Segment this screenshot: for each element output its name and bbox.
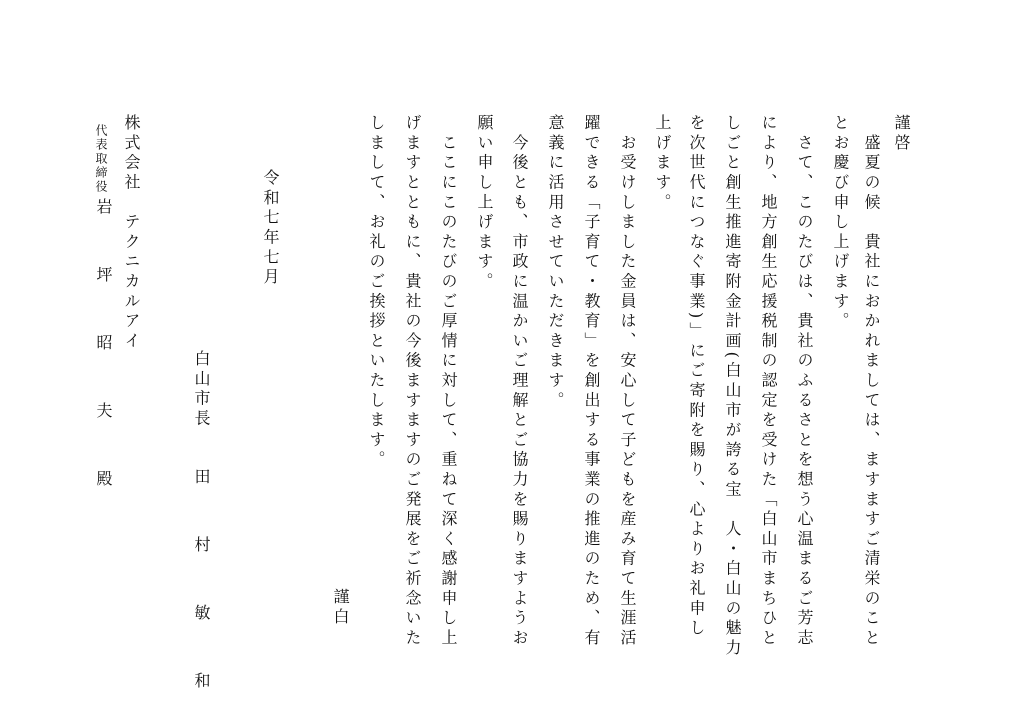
sender-title: 白山市長	[192, 350, 211, 430]
body-line-3: さて、このたびは、貴社のふるさとを想う心温まるご芳志	[795, 114, 814, 649]
body-line-9: 躍できる「子育て・教育」を創出する事業の推進のため、有	[582, 114, 601, 649]
body-line-12: 願い申し上げます。	[475, 114, 494, 293]
body-line-5: しごと創生推進寄附金計画(白山市が誇る宝 人・白山の魅力	[723, 114, 742, 659]
sender-name: 田 村 敏 和	[192, 468, 211, 706]
closing-word: 謹白	[331, 588, 350, 628]
body-line-2: とお慶び申し上げます。	[831, 114, 850, 332]
body-line-8: お受けしました金員は、安心して子どもを産み育て生涯活	[618, 114, 637, 649]
recipient-company: 株式会社 テクニカルアイ	[122, 114, 141, 352]
body-line-6: を次世代につなぐ事業)」にご寄附を賜り、心よりお礼申し	[687, 114, 706, 639]
recipient-title: 代表取締役	[94, 124, 108, 194]
body-line-4: により、地方創生応援税制の認定を受けた「白山市まちひと	[759, 114, 778, 649]
body-line-10: 意義に活用させていただきます。	[546, 114, 565, 411]
body-line-15: しまして、お礼のご挨拶といたします。	[367, 114, 386, 471]
body-line-13: ここにこのたびのご厚情に対して、重ねて深く感謝申し上	[439, 114, 458, 649]
recipient-name: 岩 坪 昭 夫 殿	[94, 198, 113, 504]
body-line-14: げますとともに、貴社の今後ますますのご発展をご祈念いた	[403, 114, 422, 649]
body-line-7: 上げます。	[653, 114, 672, 213]
body-line-1: 盛夏の候 貴社におかれましては、ますますご清栄のこと	[862, 114, 881, 649]
opening-word: 謹啓	[892, 114, 911, 154]
body-line-11: 今後とも、市政に温かいご理解とご協力を賜りますようお	[510, 114, 529, 649]
date: 令和七年七月	[261, 169, 280, 288]
